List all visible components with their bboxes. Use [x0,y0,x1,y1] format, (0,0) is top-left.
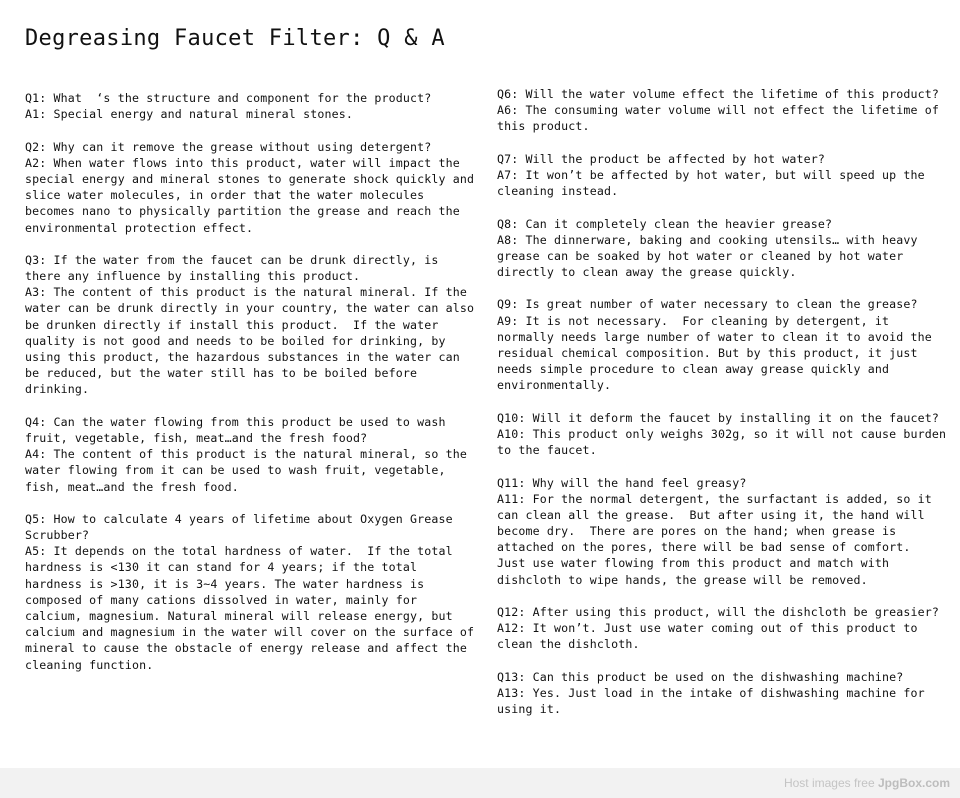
qa-text-line: Q3: If the water from the faucet can be drunk directly, is [25,252,439,267]
qa-text-line: hardness is <130 it can stand for 4 years; if the total [25,560,418,575]
qa-text-line: drinking. [25,382,90,397]
qa-text-line: A8: The dinnerware, baking and cooking utensils… with heavy [497,232,918,247]
qa-text-line: Q5: How to calculate 4 years of lifetime about Oxygen Grease [25,511,453,526]
qa-text-line: be reduced, but the water still has to be boiled before [25,366,418,381]
footer-bar [0,768,960,798]
qa-text-line: quality is not good and needs to be boiled for drinking, by [25,333,446,348]
qa-text-line: attached on the pores, there will be bad sense of comfort. [497,540,911,555]
qa-text-line: residual chemical composition. But by this product, it just [497,346,918,360]
qa-item [497,296,937,393]
qa-item [25,414,468,495]
qa-text-line: A9: It is not necessary. For cleaning by detergent, it [497,313,890,328]
qa-text-line: to the faucet. [497,443,597,458]
qa-text-line: Q11: Why will the hand feel greasy? [497,475,747,490]
qa-text-line: cleaning instead. [497,184,619,199]
qa-text-line: A11: For the normal detergent, the surfactant is added, so it [497,491,932,506]
qa-item [497,151,937,200]
qa-text-line: mineral to cause the obstacle of energy release and affect the [25,641,468,656]
qa-text-line: cleaning function. [25,657,154,672]
qa-item [497,475,937,588]
qa-text-line: calcium, magnesium. Natural mineral will release energy, but [25,609,453,623]
qa-text-line: needs simple procedure to clean away grease quickly and [497,362,890,377]
qa-text-line: A6: The consuming water volume will not effect the lifetime of [497,103,940,118]
qa-text-line: become dry. There are pores on the hand; when grease is [497,524,897,539]
qa-text-line: environmentally. [497,378,612,393]
qa-text-line: calcium and magnesium in the water will cover on the surface of [25,625,475,640]
qa-item [25,90,465,122]
qa-text-line: composed of many cations dissolved in water, mainly for [25,592,418,607]
qa-text-line: A3: The content of this product is the natural mineral. If the [25,285,468,300]
qa-text-line: Q2: Why can it remove the grease without using detergent? [25,139,432,154]
qa-text-line: A1: Special energy and natural mineral stones. [25,107,353,122]
qa-text-line: hardness is >130, it is 3~4 years. The water hardness is [25,576,425,591]
qa-text-line: A10: This product only weighs 302g, so it will not cause burden [497,426,947,441]
qa-item [25,139,475,236]
qa-text-line: water can be drunk directly in your country, the water can also [25,301,475,316]
qa-item [497,669,937,718]
qa-text-line: be drunken directly if install this product. If the water [25,317,439,332]
qa-text-line: Q12: After using this product, will the dishcloth be greasier? [497,605,940,619]
qa-text-line: A7: It won’t be affected by hot water, but will speed up the [497,167,925,182]
footer-brand: JpgBox.com [877,776,950,790]
qa-text-line: there any influence by installing this product. [25,269,361,284]
qa-item [497,410,947,459]
qa-item [25,511,475,673]
qa-text-line: slice water molecules, in order that the water molecules [25,188,425,203]
qa-item [25,252,475,398]
qa-text-line: Q13: Can this product be used on the dishwashing machine? [497,669,904,684]
qa-text-line: A5: It depends on the total hardness of water. If the total [25,544,453,559]
qa-text-line: A12: It won’t. Just use water coming out of this product to [497,621,918,636]
left-qa-column [25,90,475,689]
qa-item [497,604,940,653]
qa-text-line: directly to clean away the grease quickly. [497,265,797,280]
qa-text-line: A2: When water flows into this product, water will impact the [25,155,460,170]
qa-text-line: Q6: Will the water volume effect the lifetime of this product? [497,87,940,101]
qa-text-line: dishcloth to wipe hands, the grease will be removed. [497,572,868,587]
qa-text-line: Just use water flowing from this product and match with [497,556,890,571]
qa-text-line: Q1: What ‘s the structure and component for the product? [25,91,432,105]
qa-text-line: fish, meat…and the fresh food. [25,479,239,494]
right-qa-column [497,86,947,734]
qa-text-line: this product. [497,119,590,134]
document-title: Degreasing Faucet Filter: Q & A [25,26,445,51]
qa-item [497,86,940,135]
qa-text-line: using it. [497,702,562,717]
qa-text-line: A4: The content of this product is the natural mineral, so the [25,447,468,462]
qa-text-line: can clean all the grease. But after using it, the hand will [497,507,925,522]
qa-text-line: A13: Yes. Just load in the intake of dishwashing machine for [497,685,925,700]
qa-text-line: grease can be soaked by hot water or cleaned by hot water [497,248,904,263]
footer-prefix: Host images free [783,776,878,790]
qa-text-line: special energy and mineral stones to generate shock quickly and [25,171,475,186]
qa-item [497,216,937,281]
qa-text-line: clean the dishcloth. [497,637,640,652]
host-link[interactable] [784,776,950,790]
qa-text-line: using this product, the hazardous substances in the water can [25,350,460,364]
qa-text-line: Q9: Is great number of water necessary to clean the grease? [497,297,918,312]
qa-text-line: Q8: Can it completely clean the heavier grease? [497,216,833,231]
qa-text-line: Q7: Will the product be affected by hot water? [497,151,825,166]
qa-text-line: Q10: Will it deform the faucet by installing it on the faucet? [497,410,940,425]
qa-text-line: water flowing from it can be used to wash fruit, vegetable, [25,463,446,478]
qa-text-line: Scrubber? [25,528,90,543]
qa-text-line: Q4: Can the water flowing from this product be used to wash [25,414,446,429]
qa-text-line: becomes nano to physically partition the grease and reach the [25,204,460,219]
qa-text-line: fruit, vegetable, fish, meat…and the fresh food? [25,430,368,445]
qa-text-line: normally needs large number of water to clean it to avoid the [497,329,932,344]
qa-text-line: environmental protection effect. [25,220,254,235]
